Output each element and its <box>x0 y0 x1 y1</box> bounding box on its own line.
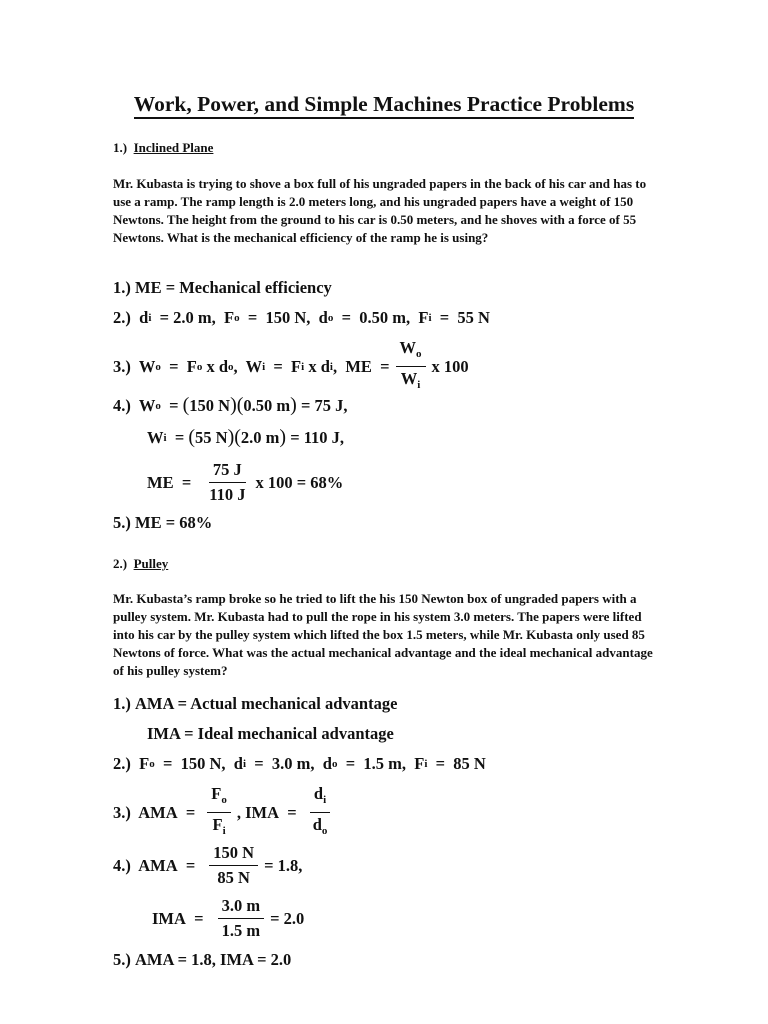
p1-step1: 1.) ME = Mechanical efficiency <box>113 278 332 297</box>
problem1-heading: 1.) Inclined Plane <box>113 140 214 155</box>
problem2-paragraph: Mr. Kubasta’s ramp broke so he tried to lift the his 150 Newton box of ungraded papers with a pulley system. Mr. Kubasta had to pull the rope in his system 3.0 meters. The papers were lifted into his car by the pulley system which lifted the box 1.5 meters, while Mr. Kubasta only used 85 Newtons of force. What was the actual mechanical advantage and the ideal mechanical advantage of his pulley system? <box>113 591 653 678</box>
page-title: Work, Power, and Simple Machines Practice Problems <box>0 92 768 117</box>
p2-step4b: IMA = $\frac{3.0 m}{1.5 m}$ = 2.0 <box>152 896 305 940</box>
p2-ima-formula-fraction: $\frac{d_i}{d_o}$ <box>309 784 332 841</box>
problem2-heading: 2.) Pulley <box>113 556 169 571</box>
problem1-paragraph: Mr. Kubasta is trying to shove a box full of his ungraded papers in the back of his car and has to use a ramp. The ramp length is 2.0 meters long, and his ungraded papers have a weight of 150 Newtons. The height from the ground to his car is 0.50 meters, and he shoves with a force of 55 Newtons. What is the mechanical efficiency of the ramp he is using? <box>113 176 647 245</box>
p2-ama-value-fraction: $\frac{150 N}{85 N}$ <box>209 843 258 888</box>
p1-step4b: W i = ( 55 N )( 2.0 m ) = 110 J, <box>147 426 345 448</box>
p1-step5: 5.) ME = 68% <box>113 513 213 532</box>
p1-step3: 3.) W o = F o x d o , W i = F i x d i , ME = $\frac{W_o}{W_i}$ x 100 <box>113 338 469 395</box>
p2-step2: 2.) F o = 150 N, d i = 3.0 m, d o = 1.5 m, F i = 85 N <box>113 754 486 773</box>
p2-step4a: 4.) AMA = $\frac{150 N}{85 N}$ = 1.8, <box>113 843 303 887</box>
p1-step2: 2.) d i = 2.0 m, F o = 150 N, d o = 0.50 m, F i = 55 N <box>113 308 490 327</box>
p1-step4c: ME = $\frac{75 J}{110 J}$ x 100 = 68% <box>147 460 344 504</box>
p1-me-value-fraction: $\frac{75 J}{110 J}$ <box>209 460 246 504</box>
p2-step5: 5.) AMA = 1.8, IMA = 2.0 <box>113 950 292 969</box>
p1-me-formula-fraction: $\frac{W_o}{W_i}$ <box>396 338 426 395</box>
p2-step3: 3.) AMA = $\frac{F_o}{F_i}$ , IMA = $\frac{d_i}{d_o}$ <box>113 784 337 841</box>
p2-ima-value-fraction: $\frac{3.0 m}{1.5 m}$ <box>218 896 265 941</box>
p2-step1b: IMA = Ideal mechanical advantage <box>147 724 394 743</box>
p1-step4a: 4.) W o = ( 150 N )( 0.50 m ) = 75 J, <box>113 394 348 416</box>
p2-ama-formula-fraction: $\frac{F_o}{F_i}$ <box>207 784 231 841</box>
p2-step1: 1.) AMA = Actual mechanical advantage <box>113 694 398 713</box>
